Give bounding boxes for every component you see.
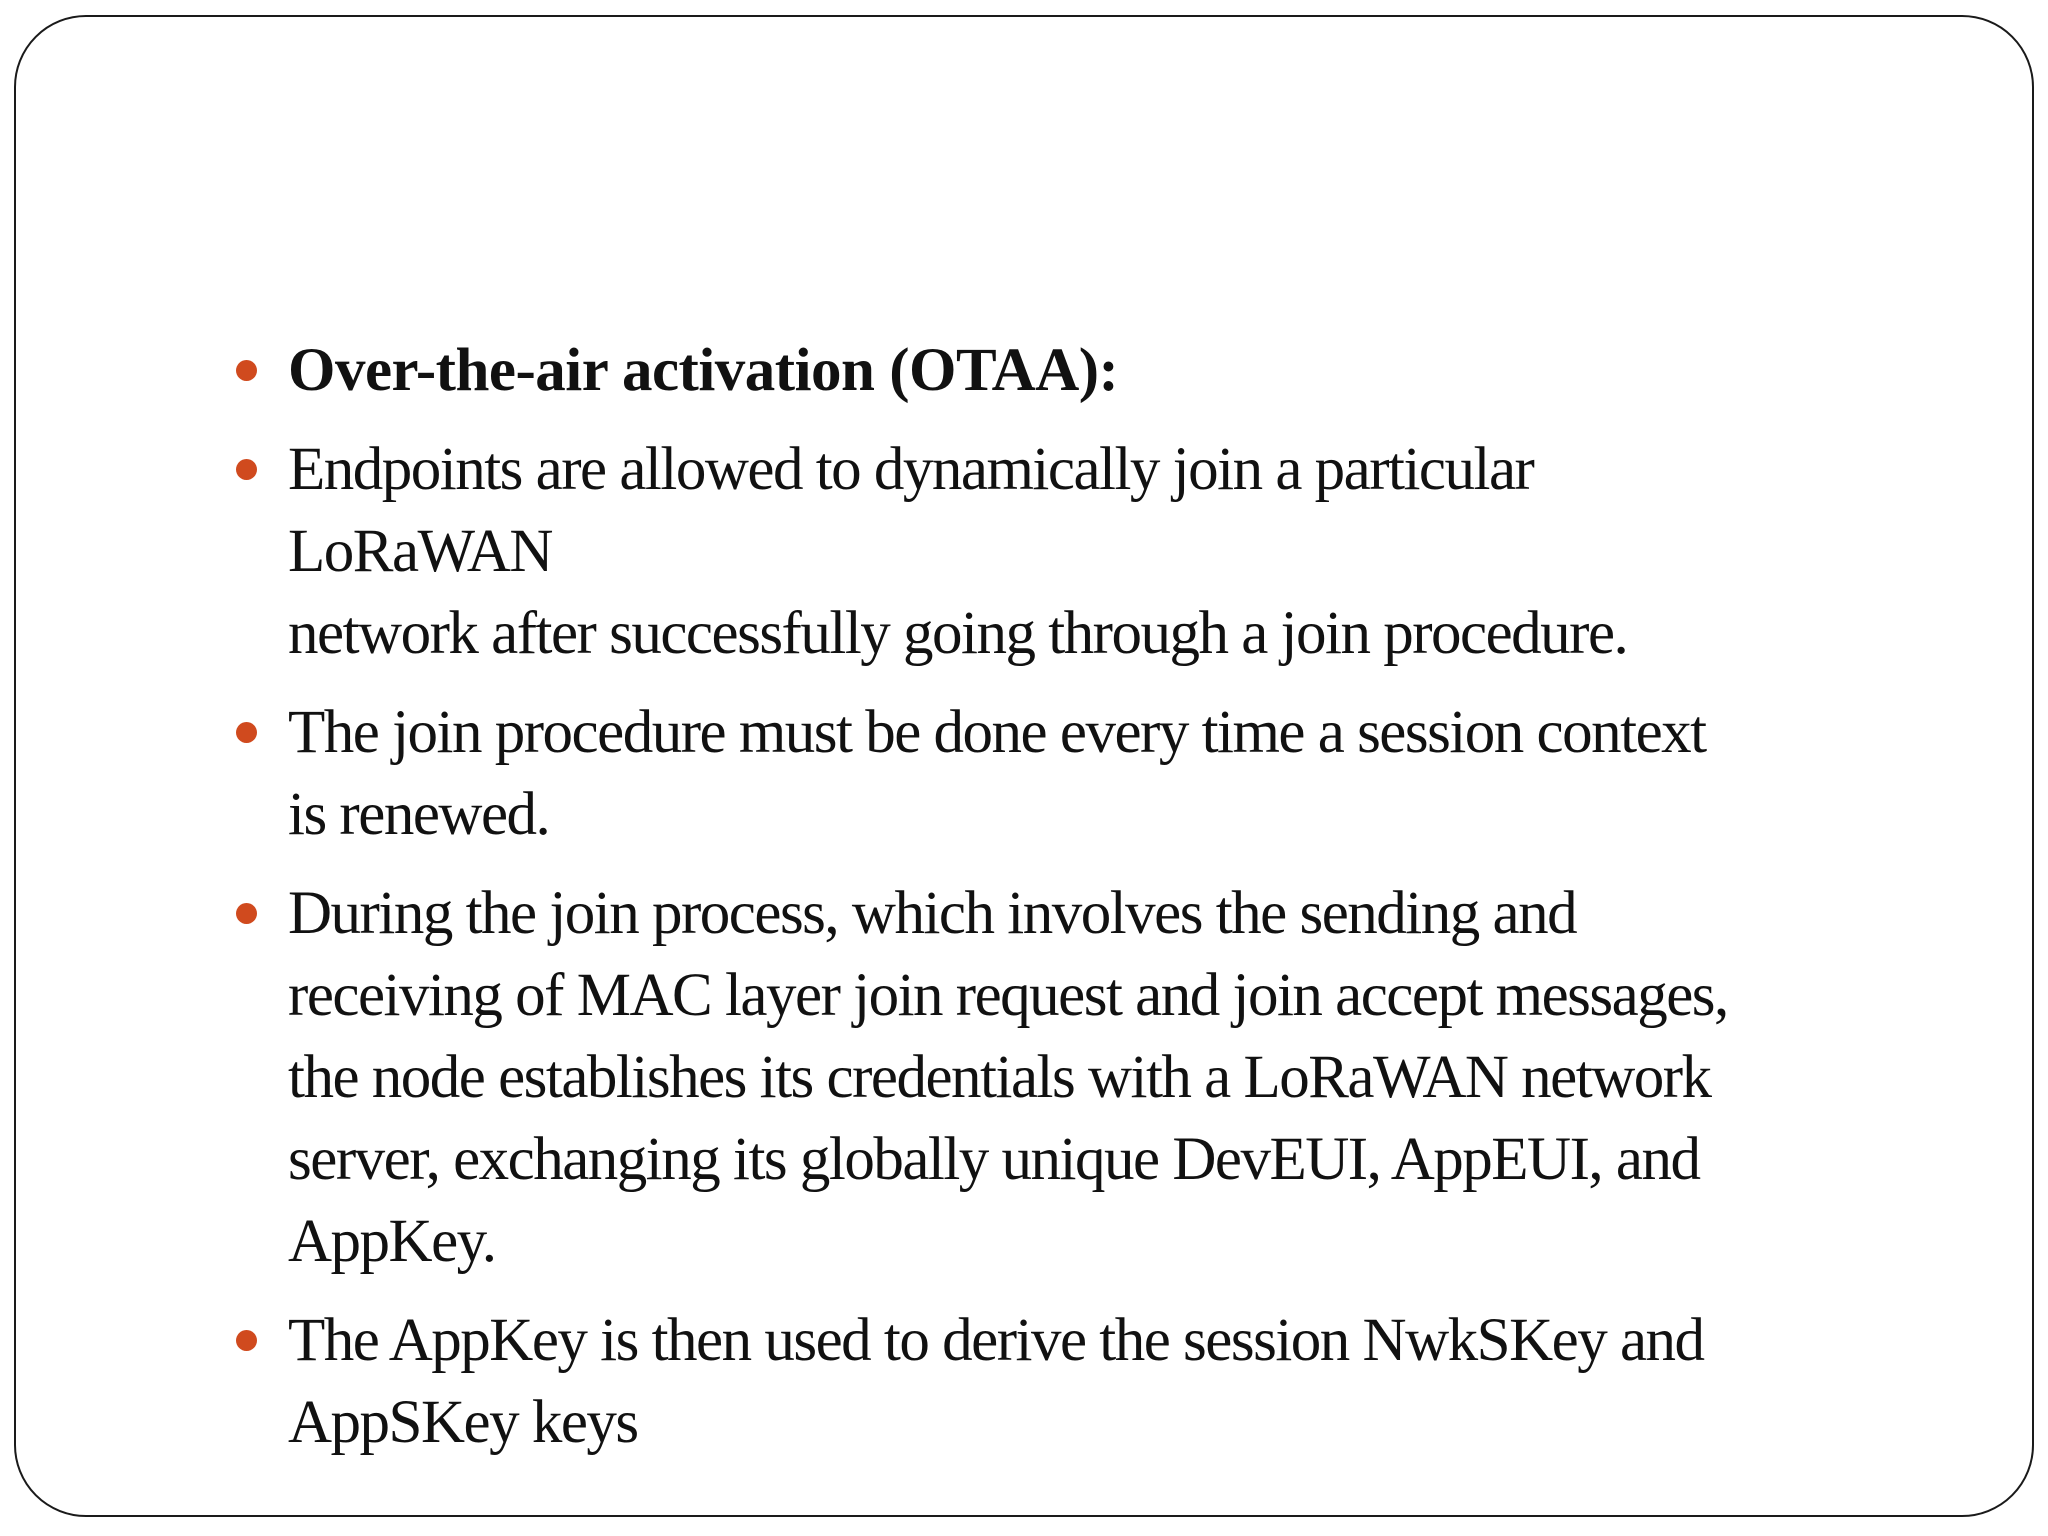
bullet-text-line: Endpoints are allowed to dynamically join a particular xyxy=(288,436,1534,503)
bullet-item-join-process xyxy=(232,873,1892,1283)
bullet-text-line: Over-the-air activation (OTAA): xyxy=(288,337,1119,404)
bullet-text-line: The AppKey is then used to derive the session NwkSKey and xyxy=(288,1307,1704,1374)
bullet-text-line: During the join process, which involves the sending and xyxy=(288,880,1577,947)
bullet-text-line: receiving of MAC layer join request and join accept messages, xyxy=(288,962,1728,1029)
bullet-text-line: network after successfully going through a join procedure. xyxy=(288,600,1628,667)
bullet-item-join-procedure xyxy=(232,692,1892,856)
bullet-text-line: AppKey. xyxy=(288,1208,496,1275)
bullet-text-line: AppSKey keys xyxy=(288,1389,638,1456)
bullet-item-endpoints xyxy=(232,429,1892,675)
bullet-dot-icon xyxy=(236,459,257,480)
bullet-dot-icon xyxy=(236,1330,257,1351)
bullet-text-line: The join procedure must be done every time a session context xyxy=(288,699,1706,766)
bullet-dot-icon xyxy=(236,722,257,743)
bullet-text-line: server, exchanging its globally unique DevEUI, AppEUI, and xyxy=(288,1126,1700,1193)
bullet-text-line: the node establishes its credentials with a LoRaWAN network xyxy=(288,1044,1711,1111)
bullet-text-line: is renewed. xyxy=(288,781,550,848)
bullet-dot-icon xyxy=(236,903,257,924)
bullet-dot-icon xyxy=(236,360,257,381)
bullet-text-line: LoRaWAN xyxy=(288,518,552,585)
bullet-item-appkey xyxy=(232,1300,1892,1464)
bullet-list xyxy=(232,330,1892,1481)
bullet-item-otaa-heading xyxy=(232,330,1892,412)
